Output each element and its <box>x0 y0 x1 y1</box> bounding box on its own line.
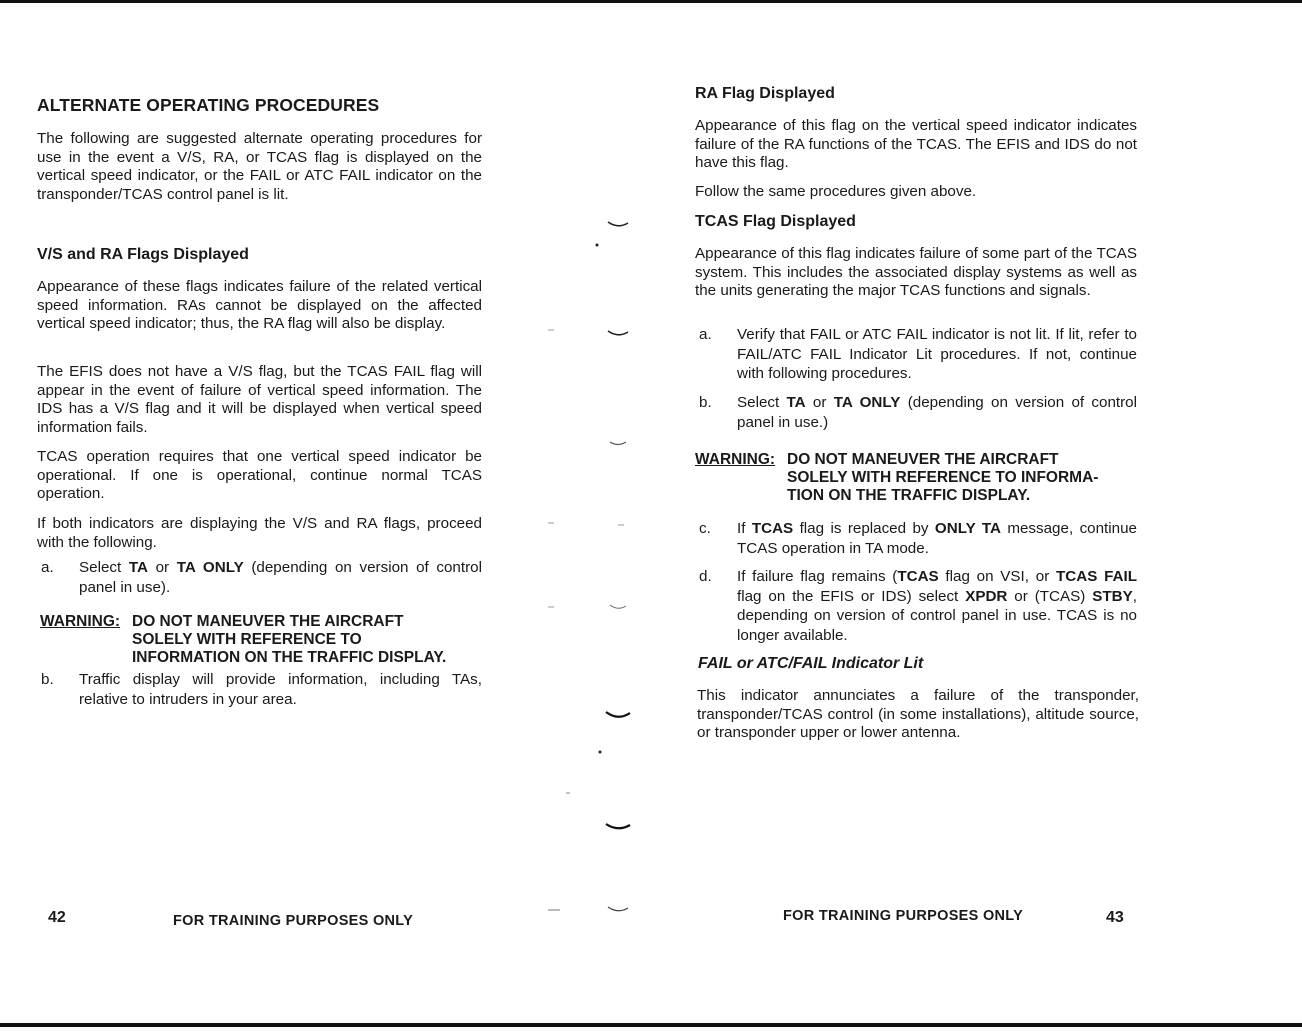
warning-line: SOLELY WITH REFERENCE TO INFORMA- <box>787 469 1099 486</box>
step-label: d. <box>699 568 712 585</box>
paragraph-follow-procedures: Follow the same procedures given above. <box>695 183 977 200</box>
step-text: Verify that FAIL or ATC FAIL indicator is not lit. If lit, refer to FAIL/ATC FAIL Indicator Lit procedures. If not, continue with following procedures. <box>737 326 1137 382</box>
warning-line: TION ON THE TRAFFIC DISPLAY. <box>787 487 1031 504</box>
paragraph-flags-failure: Appearance of these flags indicates failure of the related vertical speed information. RAs cannot be displayed on the affected vertical speed indicator; thus, the RA flag will also be display. <box>37 278 482 332</box>
warning-line: DO NOT MANEUVER THE AIRCRAFT <box>132 613 404 630</box>
page-number-left: 42 <box>48 909 66 926</box>
warning-line: DO NOT MANEUVER THE AIRCRAFT <box>787 451 1059 468</box>
page-number-right: 43 <box>1106 909 1124 926</box>
warning-line: INFORMATION ON THE TRAFFIC DISPLAY. <box>132 649 447 666</box>
footer-left: FOR TRAINING PURPOSES ONLY <box>173 913 414 929</box>
warning-label: WARNING: <box>40 613 121 630</box>
paragraph-fail-indicator: This indicator annunciates a failure of the transponder, transponder/TCAS control (in some installations), altitude source, or transponder upper or lower antenna. <box>697 687 1139 741</box>
step-b <box>37 670 482 709</box>
paragraph-tcas-flag: Appearance of this flag indicates failure of some part of the TCAS system. This includes the associated display systems as well as the units generating the major TCAS functions and signals. <box>695 245 1137 299</box>
paragraph-both-indicators: If both indicators are displaying the V/S and RA flags, proceed with the following. <box>37 515 482 551</box>
step-label: b. <box>41 671 54 688</box>
step-label: c. <box>699 520 711 537</box>
step-text: If failure flag remains (TCAS flag on VSI, or TCAS FAIL flag on the EFIS or IDS) select XPDR or (TCAS) STBY, depending on version of control panel in use. TCAS is no longer available. <box>737 568 1137 644</box>
step-a <box>37 558 482 597</box>
footer-right: FOR TRAINING PURPOSES ONLY <box>783 908 1024 924</box>
step-c <box>695 519 1137 558</box>
warning-block <box>40 613 485 667</box>
step-label: a. <box>699 326 712 343</box>
warning-block <box>695 451 1137 505</box>
section-heading-tcas-flag: TCAS Flag Displayed <box>695 213 856 230</box>
paragraph-tcas-operation: TCAS operation requires that one vertical speed indicator be operational. If one is operational, continue normal TCAS operation. <box>37 448 482 502</box>
step-d <box>695 567 1137 645</box>
step-a <box>695 325 1137 384</box>
step-text: Select TA or TA ONLY (depending on version of control panel in use). <box>79 559 482 596</box>
step-label: a. <box>41 559 54 576</box>
scan-border-bottom <box>0 1023 1302 1027</box>
step-text: Select TA or TA ONLY (depending on version of control panel in use.) <box>737 394 1137 431</box>
step-text: Traffic display will provide information, including TAs, relative to intruders in your area. <box>79 671 482 708</box>
section-heading-ra-flag: RA Flag Displayed <box>695 85 835 102</box>
warning-label: WARNING: <box>695 451 776 468</box>
paragraph-efis: The EFIS does not have a V/S flag, but the TCAS FAIL flag will appear in the event of failure of vertical speed information. The IDS has a V/S flag and it will be displayed when vertical speed information fails. <box>37 363 482 436</box>
warning-line: SOLELY WITH REFERENCE TO <box>132 631 362 648</box>
step-b <box>695 393 1137 432</box>
paragraph-ra-flag: Appearance of this flag on the vertical speed indicator indicates failure of the RA functions of the TCAS. The EFIS and IDS do not have this flag. <box>695 117 1137 171</box>
scan-border-top <box>0 0 1302 3</box>
page-title: ALTERNATE OPERATING PROCEDURES <box>37 95 380 115</box>
intro-paragraph: The following are suggested alternate operating procedures for use in the event a V/S, RA, or TCAS flag is displayed on the vertical speed indicator, or the FAIL or ATC FAIL indicator on the transponder/TCAS control panel is lit. <box>37 130 482 203</box>
binding-marks <box>540 0 640 1027</box>
section-heading-fail-indicator: FAIL or ATC/FAIL Indicator Lit <box>698 655 924 672</box>
section-heading-vs-ra: V/S and RA Flags Displayed <box>37 246 249 263</box>
step-label: b. <box>699 394 712 411</box>
binding-holes <box>540 0 640 1027</box>
step-text: If TCAS flag is replaced by ONLY TA message, continue TCAS operation in TA mode. <box>737 520 1137 557</box>
